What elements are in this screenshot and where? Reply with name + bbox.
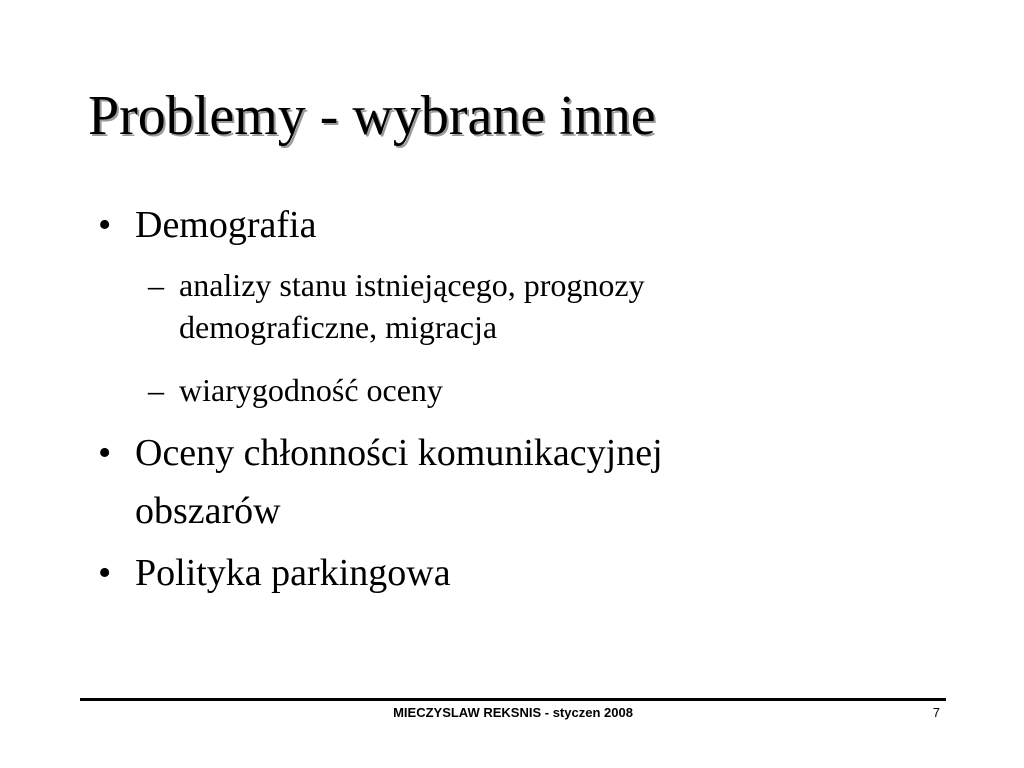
bullet-marker: • bbox=[98, 432, 112, 474]
bullet-text: Oceny chłonności komunikacyjnej obszarów bbox=[135, 432, 663, 532]
bullet-item-oceny bbox=[98, 424, 788, 540]
subbullet-item-wiarygodnosc bbox=[148, 369, 778, 411]
bullet-text: Polityka parkingowa bbox=[135, 552, 451, 594]
bullet-marker: • bbox=[98, 552, 112, 594]
subbullet-item-analizy bbox=[148, 264, 778, 348]
subbullet-text: wiarygodność oceny bbox=[179, 372, 443, 408]
bullet-marker: • bbox=[98, 204, 112, 246]
dash-marker: – bbox=[148, 267, 164, 303]
footer-divider bbox=[80, 698, 946, 701]
slide-title: Problemy - wybrane inne bbox=[88, 85, 656, 147]
bullet-item-demografia bbox=[98, 196, 778, 254]
page-number: 7 bbox=[932, 705, 940, 720]
bullet-item-polityka bbox=[98, 544, 778, 602]
footer-text: MIECZYSLAW REKSNIS - styczen 2008 bbox=[393, 705, 633, 720]
bullet-text: Demografia bbox=[135, 204, 317, 246]
dash-marker: – bbox=[148, 372, 164, 408]
subbullet-text: analizy stanu istniejącego, prognozy demograficzne, migracja bbox=[179, 267, 645, 345]
